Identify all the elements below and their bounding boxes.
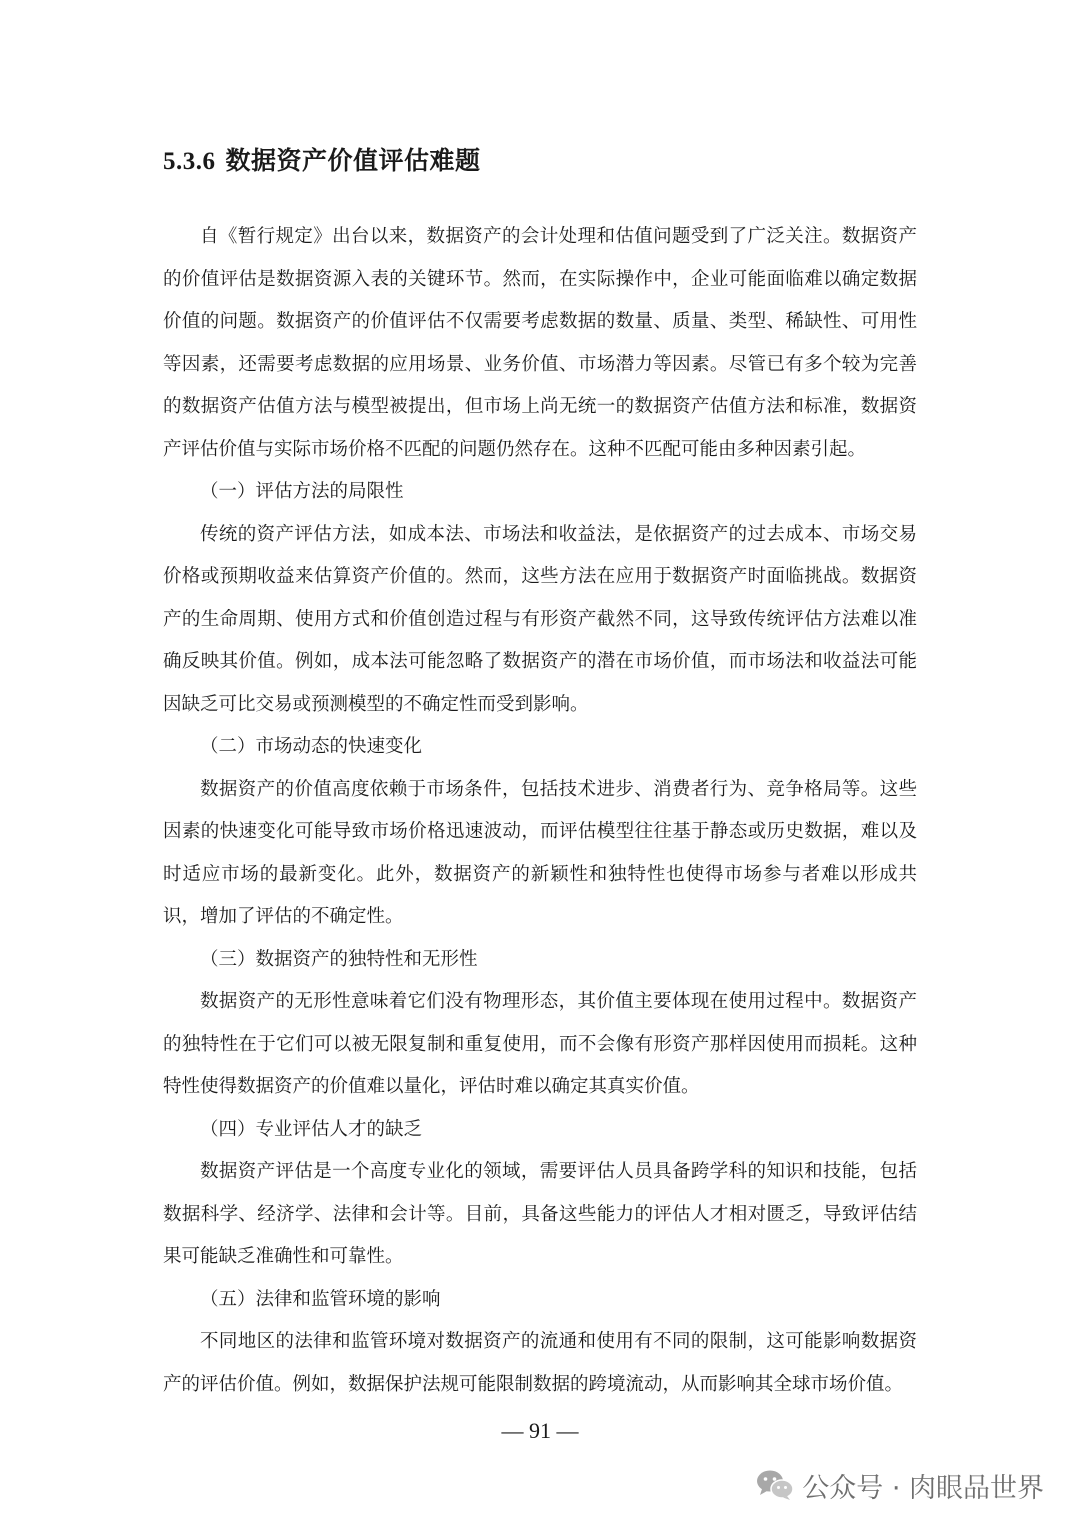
watermark	[756, 1465, 1044, 1505]
watermark-text: 公众号 · 肉眼品世界	[802, 1472, 1044, 1504]
subheading-4: （四）专业评估人才的缺乏	[200, 1118, 423, 1140]
subheading-5: （五）法律和监管环境的影响	[200, 1288, 441, 1310]
wechat-icon	[756, 1469, 794, 1501]
subheading-2: （二）市场动态的快速变化	[200, 736, 423, 757]
paragraph-5: 不同地区的法律和监管环境对数据资产的流通和使用有不同的限制，这可能影响数据资产的评估价值。例如，数据保护法规可能限制数据的跨境流动，从而影响其全球市场价值。	[163, 1331, 917, 1395]
section-heading	[163, 141, 481, 177]
paragraph-intro: 自《暂行规定》出台以来，数据资产的会计处理和估值问题受到了广泛关注。数据资产的价值评估是数据资源入表的关键环节。然而，在实际操作中，企业可能面临难以确定数据价值的问题。数据资产的价值评估不仅需要考虑数据的数量、质量、类型、稀缺性、可用性等因素，还需要考虑数据的应用场景、业务价值、市场潜力等因素。尽管已有多个较为完善的数据资产估值方法与模型被提出，但市场上尚无统一的数据资产估值方法和标准，数据资产评估价值与实际市场价格不匹配的问题仍然存在。这种不匹配可能由多种因素引起。	[163, 226, 917, 460]
paragraph-4: 数据资产评估是一个高度专业化的领域，需要评估人员具备跨学科的知识和技能，包括数据科学、经济学、法律和会计等。目前，具备这些能力的评估人才相对匮乏，导致评估结果可能缺乏准确性和可靠性。	[163, 1161, 917, 1267]
section-number: 5.3.6	[163, 148, 216, 175]
paragraph-3: 数据资产的无形性意味着它们没有物理形态，其价值主要体现在使用过程中。数据资产的独特性在于它们可以被无限复制和重复使用，而不会像有形资产那样因使用而损耗。这种特性使得数据资产的价值难以量化，评估时难以确定其真实价值。	[163, 991, 917, 1097]
subheading-3: （三）数据资产的独特性和无形性	[200, 948, 478, 970]
subheading-1: （一）评估方法的局限性	[200, 481, 404, 502]
paragraph-2: 数据资产的价值高度依赖于市场条件，包括技术进步、消费者行为、竞争格局等。这些因素的快速变化可能导致市场价格迅速波动，而评估模型往往基于静态或历史数据，难以及时适应市场的最新变化。此外，数据资产的新颖性和独特性也使得市场参与者难以形成共识，增加了评估的不确定性。	[163, 778, 917, 927]
body-content	[163, 216, 917, 1406]
paragraph-1: 传统的资产评估方法，如成本法、市场法和收益法，是依据资产的过去成本、市场交易价格或预期收益来估算资产价值的。然而，这些方法在应用于数据资产时面临挑战。数据资产的生命周期、使用方式和价值创造过程与有形资产截然不同，这导致传统评估方法难以准确反映其价值。例如，成本法可能忽略了数据资产的潜在市场价值，而市场法和收益法可能因缺乏可比交易或预测模型的不确定性而受到影响。	[163, 523, 917, 715]
section-title: 数据资产价值评估难题	[225, 146, 481, 175]
page-number: — 91 —	[501, 1418, 579, 1443]
